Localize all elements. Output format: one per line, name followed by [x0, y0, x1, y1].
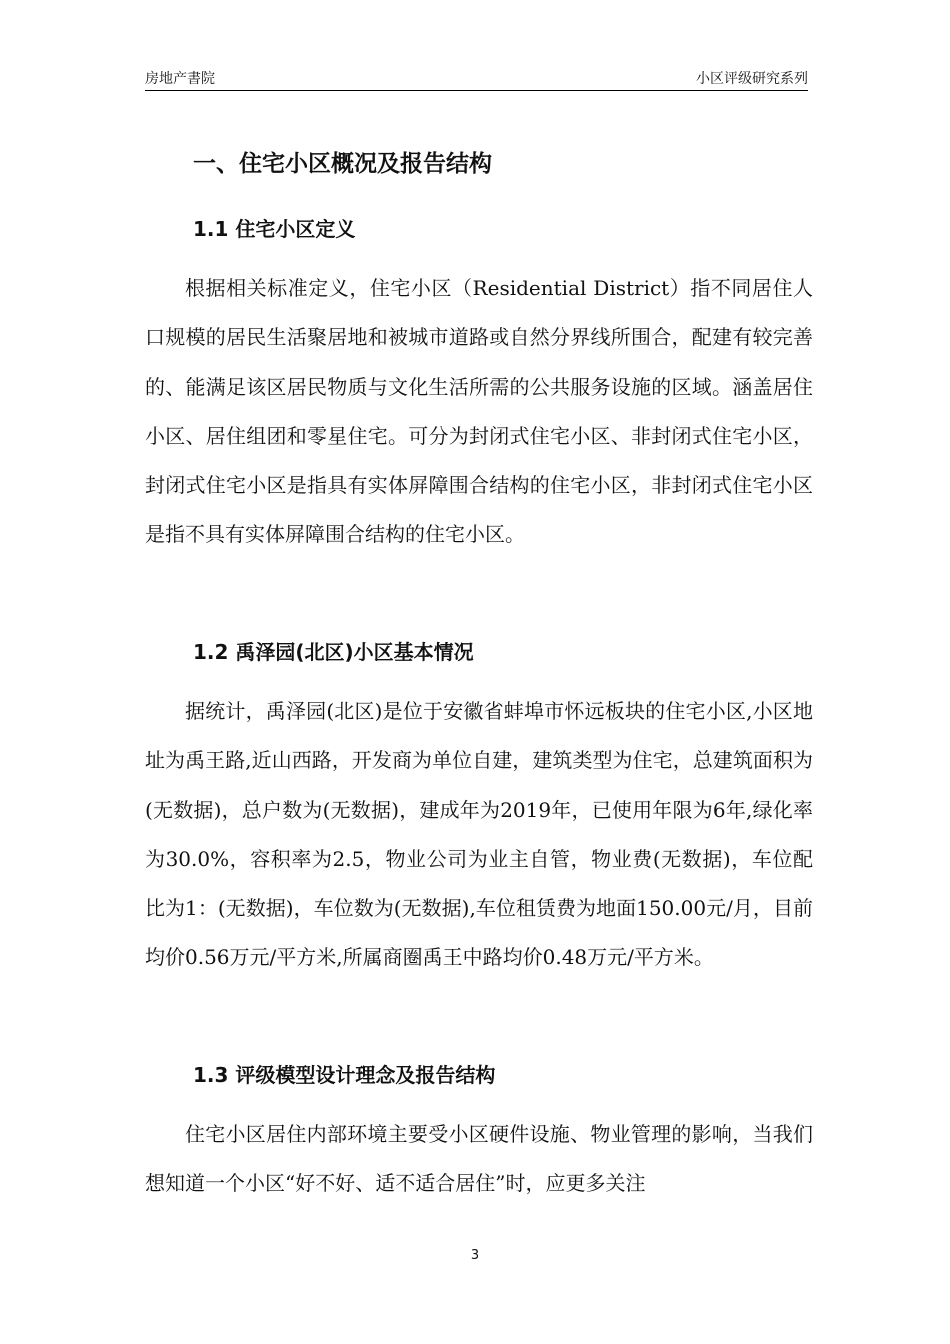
- subsection-heading-1-2: 1.2 禹泽园(北区)小区基本情况: [193, 640, 474, 664]
- header-series-title: 小区评级研究系列: [696, 71, 808, 87]
- subsection-heading-1-3: 1.3 评级模型设计理念及报告结构: [193, 1063, 496, 1087]
- paragraph-basic-info: 据统计，禹泽园(北区)是位于安徽省蚌埠市怀远板块的住宅小区,小区地址为禹王路,近山西路，开发商为单位自建，建筑类型为住宅，总建筑面积为(无数据)，总户数为(无数据)，建成年为2019年，已使用年限为6年,绿化率为30.0%，容积率为2.5，物业公司为业主自管，物业费(无数据)，车位配比为1：(无数据)，车位数为(无数据),车位租赁费为地面150.00元/月，目前均价0.56万元/平方米,所属商圈禹王中路均价0.48万元/平方米。: [145, 699, 813, 970]
- page-number: 3: [470, 1248, 480, 1263]
- header-publisher: 房地产書院: [145, 71, 215, 87]
- subsection-heading-1-1: 1.1 住宅小区定义: [193, 217, 356, 241]
- paragraph-definition: 根据相关标准定义，住宅小区（Residential District）指不同居住人口规模的居民生活聚居地和被城市道路或自然分界线所围合，配建有较完善的、能满足该区居民物质与文化生活所需的公共服务设施的区域。涵盖居住小区、居住组团和零星住宅。可分为封闭式住宅小区、非封闭式住宅小区，封闭式住宅小区是指具有实体屏障围合结构的住宅小区，非封闭式住宅小区是指不具有实体屏障围合结构的住宅小区。: [145, 276, 813, 547]
- page-header: [145, 66, 808, 91]
- section-title: 一、住宅小区概况及报告结构: [193, 151, 492, 177]
- paragraph-model-design: 住宅小区居住内部环境主要受小区硬件设施、物业管理的影响，当我们想知道一个小区“好不好、适不适合居住”时，应更多关注: [145, 1122, 813, 1196]
